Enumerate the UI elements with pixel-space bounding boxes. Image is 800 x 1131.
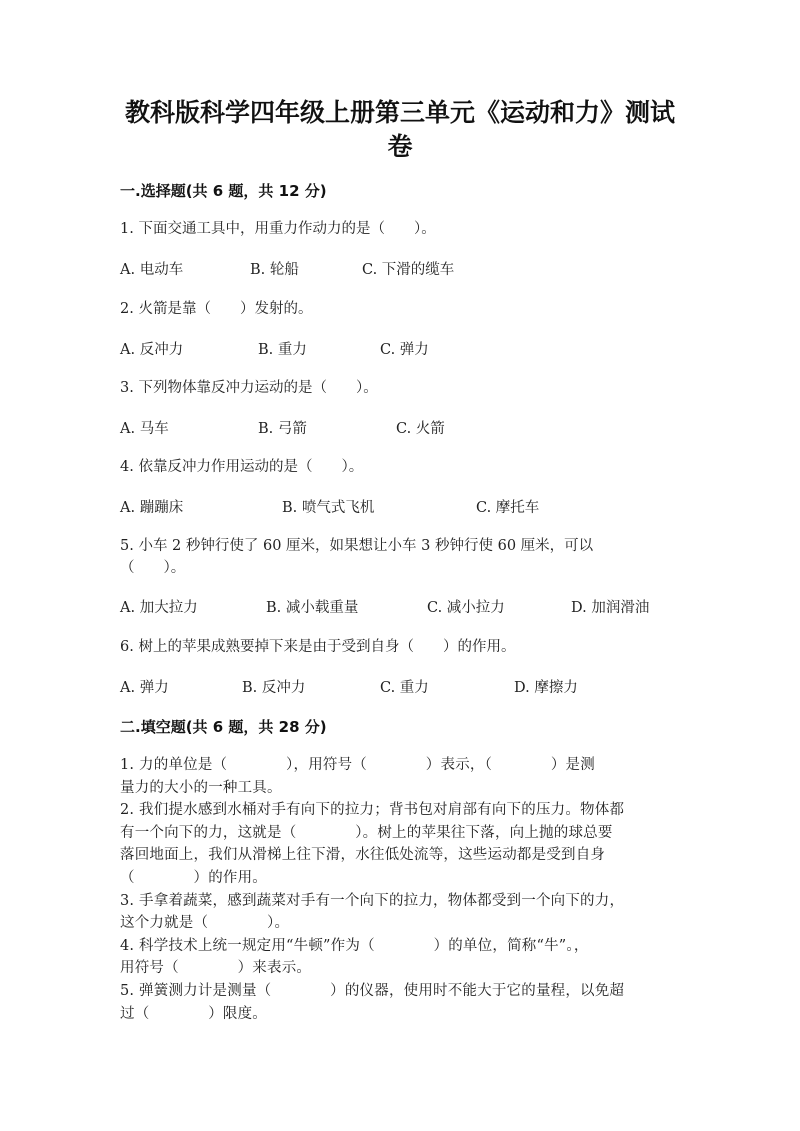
fill-line: 用符号（ ）来表示。 xyxy=(120,960,312,977)
q5-option-c: C. 减小拉力 xyxy=(427,600,505,616)
q2-option-b: B. 重力 xyxy=(258,342,307,358)
q2-option-c: C. 弹力 xyxy=(380,342,429,358)
fill-line: 3. 手拿着蔬菜，感到蔬菜对手有一个向下的拉力，物体都受到一个向下的力， xyxy=(120,892,625,909)
q3-option-c: C. 火箭 xyxy=(396,421,445,437)
section-2-heading: 二.填空题(共 6 题，共 28 分) xyxy=(120,718,327,736)
fill-line: 量力的大小的一种工具。 xyxy=(120,779,282,796)
fill-line: 有一个向下的力，这就是（ ）。树上的苹果往下落，向上抛的球总要 xyxy=(120,824,613,841)
fill-line: 1. 力的单位是（ ），用符号（ ）表示，（ ）是测 xyxy=(120,757,595,773)
q1-option-b: B. 轮船 xyxy=(250,262,299,278)
question-5 xyxy=(120,535,682,579)
q6-option-d: D. 摩擦力 xyxy=(514,680,578,696)
title-line-2: 卷 xyxy=(387,132,413,161)
fill-in-blank-questions xyxy=(120,754,682,1025)
question-5-line-2: （ ）。 xyxy=(120,560,186,576)
q5-option-b: B. 减小载重量 xyxy=(266,600,359,616)
question-5-line-1: 5. 小车 2 秒钟行使了 60 厘米，如果想让小车 3 秒钟行使 60 厘米，可以 xyxy=(120,538,594,554)
title-line-1: 教科版科学四年级上册第三单元《运动和力》测试 xyxy=(124,98,675,127)
q6-option-b: B. 反冲力 xyxy=(242,680,306,696)
question-1: 1. 下面交通工具中，用重力作动力的是（ ）。 xyxy=(120,221,436,237)
fill-line: （ ）的作用。 xyxy=(120,869,267,886)
fill-line: 这个力就是（ ）。 xyxy=(120,915,290,932)
question-6: 6. 树上的苹果成熟要掉下来是由于受到自身（ ）的作用。 xyxy=(120,639,516,655)
q1-option-c: C. 下滑的缆车 xyxy=(362,262,455,278)
q2-option-a: A. 反冲力 xyxy=(120,342,184,358)
fill-line: 落回地面上，我们从滑梯上往下滑，水往低处流等，这些运动都是受到自身 xyxy=(120,847,606,864)
q6-option-c: C. 重力 xyxy=(380,680,429,696)
fill-line: 4. 科学技术上统一规定用“牛顿”作为（ ）的单位，简称“牛”。， xyxy=(120,937,589,954)
q4-option-b: B. 喷气式飞机 xyxy=(282,500,375,516)
q3-option-b: B. 弓箭 xyxy=(258,421,307,437)
q1-option-a: A. 电动车 xyxy=(120,262,184,278)
fill-line: 2. 我们提水感到水桶对手有向下的拉力；背书包对肩部有向下的压力。物体都 xyxy=(120,802,625,819)
q5-option-a: A. 加大拉力 xyxy=(120,600,198,616)
question-2: 2. 火箭是靠（ ）发射的。 xyxy=(120,301,313,317)
q3-option-a: A. 马车 xyxy=(120,421,169,437)
exam-title xyxy=(120,96,680,164)
q4-option-c: C. 摩托车 xyxy=(476,500,540,516)
question-4: 4. 依靠反冲力作用运动的是（ ）。 xyxy=(120,459,364,475)
section-1-heading: 一.选择题(共 6 题，共 12 分) xyxy=(120,182,327,200)
q5-option-d: D. 加润滑油 xyxy=(571,600,650,616)
question-3: 3. 下列物体靠反冲力运动的是（ ）。 xyxy=(120,380,378,396)
q4-option-a: A. 蹦蹦床 xyxy=(120,500,184,516)
q6-option-a: A. 弹力 xyxy=(120,680,169,696)
fill-line: 过（ ）限度。 xyxy=(120,1005,267,1022)
fill-line: 5. 弹簧测力计是测量（ ）的仪器，使用时不能大于它的量程，以免超 xyxy=(120,982,625,999)
